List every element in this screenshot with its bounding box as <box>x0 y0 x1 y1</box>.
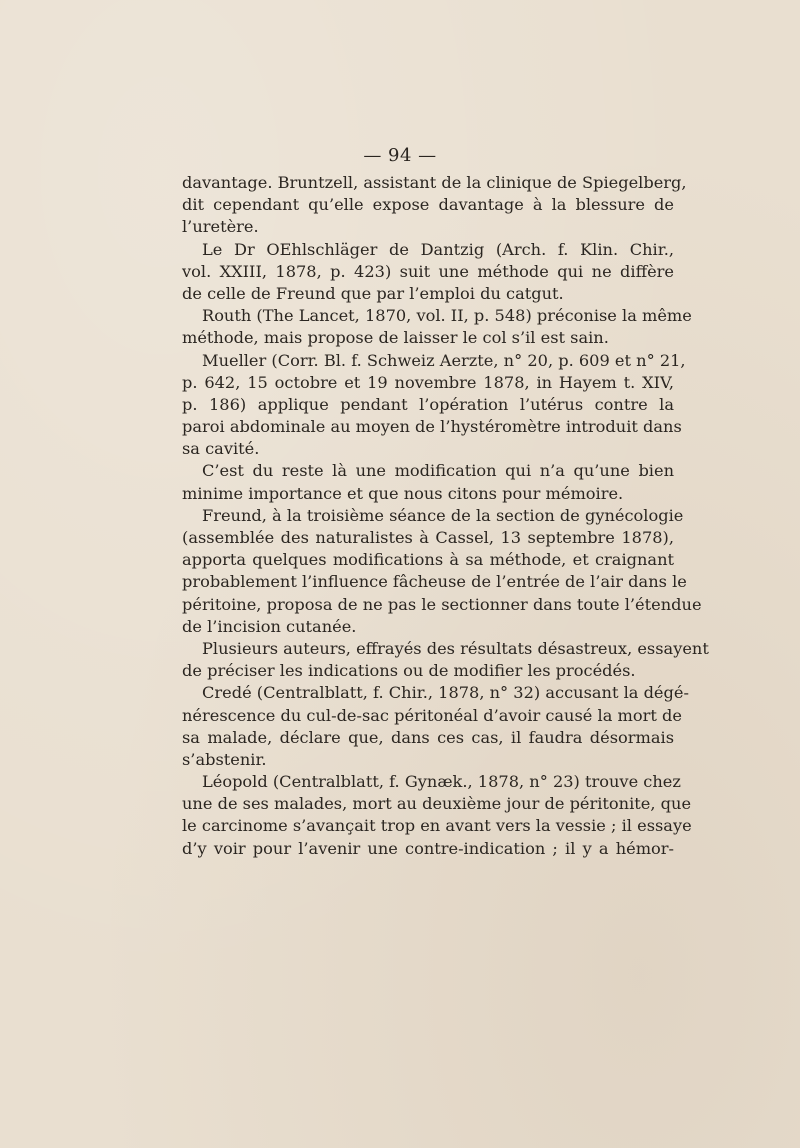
text-line: C’est du reste là une modification qui n’a qu’une bien <box>202 461 674 481</box>
text-line: sa cavité. <box>182 439 260 459</box>
text-line: le carcinome s’avançait trop en avant vers la vessie ; il essaye <box>182 816 692 836</box>
page-number: — 94 — <box>363 145 437 166</box>
text-line: vol. XXIII, 1878, p. 423) suit une méthode qui ne diffère <box>182 261 674 281</box>
text-line: dit cependant qu’elle expose davantage à la blessure de <box>182 195 674 215</box>
text-line: nérescence du cul-de-sac péritonéal d’avoir causé la mort de <box>182 705 682 725</box>
text-line: minime importance et que nous citons pour mémoire. <box>182 483 624 503</box>
text-line: péritoine, proposa de ne pas le sectionner dans toute l’étendue <box>182 594 702 614</box>
text-line: sa malade, déclare que, dans ces cas, il faudra désormais <box>182 727 674 747</box>
text-line: Credé (Centralblatt, f. Chir., 1878, n° 32) accusant la dégé- <box>202 683 689 703</box>
text-line: Routh (The Lancet, 1870, vol. II, p. 548) préconise la même <box>202 306 692 326</box>
text-line: Plusieurs auteurs, effrayés des résultats désastreux, essayent <box>202 638 709 658</box>
text-line: Mueller (Corr. Bl. f. Schweiz Aerzte, n° 20, p. 609 et n° 21, <box>202 350 686 370</box>
text-line: Léopold (Centralblatt, f. Gynæk., 1878, n° 23) trouve chez <box>202 772 681 792</box>
text-line: apporta quelques modifications à sa méthode, et craignant <box>182 550 674 570</box>
text-line: davantage. Bruntzell, assistant de la clinique de Spiegelberg, <box>182 173 687 192</box>
text-line: l’uretère. <box>182 217 259 237</box>
text-line: méthode, mais propose de laisser le col s’il est sain. <box>182 328 609 348</box>
text-line: Le Dr OEhlschläger de Dantzig (Arch. f. Klin. Chir., <box>202 239 674 259</box>
text-line: paroi abdominale au moyen de l’hystéromètre introduit dans <box>182 417 682 437</box>
text-line: probablement l’influence fâcheuse de l’entrée de l’air dans le <box>182 572 687 592</box>
text-line: de préciser les indications ou de modifier les procédés. <box>182 661 636 681</box>
text-line: de celle de Freund que par l’emploi du catgut. <box>182 283 564 303</box>
text-line: Freund, à la troisième séance de la section de gynécologie <box>202 505 684 525</box>
text-line: p. 642, 15 octobre et 19 novembre 1878, in Hayem t. XIV, <box>182 372 674 392</box>
text-line: d’y voir pour l’avenir une contre-indication ; il y a hémor- <box>182 838 674 858</box>
text-line: de l’incision cutanée. <box>182 616 357 636</box>
text-line: (assemblée des naturalistes à Cassel, 13 septembre 1878), <box>182 528 674 547</box>
text-line: une de ses malades, mort au deuxième jour de péritonite, que <box>182 794 692 814</box>
text-line: p. 186) applique pendant l’opération l’utérus contre la <box>182 394 674 414</box>
text-line: s’abstenir. <box>182 749 267 769</box>
body-text <box>182 172 709 860</box>
